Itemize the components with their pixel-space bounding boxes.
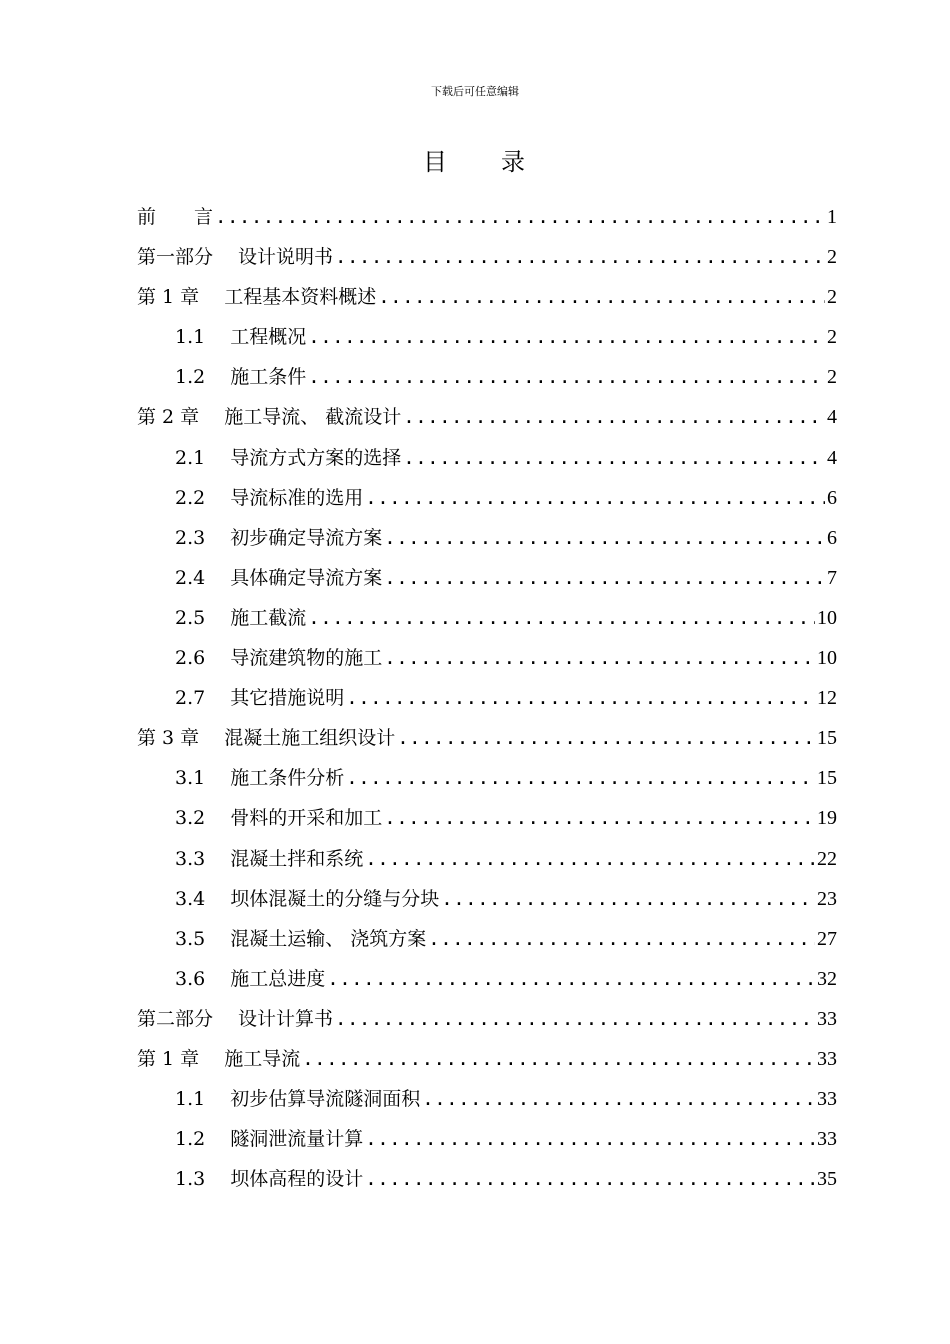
toc-entry-section[interactable] <box>137 798 837 838</box>
toc-entry-label: 第一部分 设计说明书 <box>137 246 334 269</box>
toc-entry-label: 第 1 章 施工导流 <box>137 1047 301 1070</box>
toc-entry-label: 2.5 施工截流 <box>175 606 307 629</box>
toc-entry-section[interactable] <box>137 758 837 798</box>
toc-entry-chapter[interactable] <box>137 197 837 237</box>
toc-entry-section[interactable] <box>137 839 837 879</box>
toc-dot-leader <box>365 478 825 518</box>
toc-entry-label: 第 1 章 工程基本资料概述 <box>137 286 377 309</box>
toc-entry-section[interactable] <box>137 1079 837 1119</box>
toc-entry-label: 3.6 施工总进度 <box>175 967 326 990</box>
toc-entry-label: 第二部分 设计计算书 <box>137 1007 334 1030</box>
toc-entry-section[interactable] <box>137 678 837 718</box>
toc-entry-page-number: 4 <box>827 446 837 469</box>
toc-entry-section[interactable] <box>137 317 837 357</box>
toc-dot-leader <box>384 518 825 558</box>
toc-dot-leader <box>422 1079 815 1119</box>
toc-entry-section[interactable] <box>137 438 837 478</box>
toc-entry-section[interactable] <box>137 598 837 638</box>
toc-entry-page-number: 6 <box>827 486 837 509</box>
toc-entry-label: 第 2 章 施工导流、 截流设计 <box>137 406 402 429</box>
toc-entry-page-number: 2 <box>827 326 837 349</box>
toc-entry-page-number: 12 <box>817 687 837 710</box>
toc-entry-page-number: 33 <box>817 1007 837 1030</box>
toc-dot-leader <box>428 919 815 959</box>
toc-entry-label: 2.4 具体确定导流方案 <box>175 566 383 589</box>
toc-entry-page-number: 32 <box>817 967 837 990</box>
toc-entry-label: 1.1 初步估算导流隧洞面积 <box>175 1088 421 1111</box>
toc-entry-chapter[interactable] <box>137 397 837 437</box>
toc-entry-label: 3.2 骨料的开采和加工 <box>175 807 383 830</box>
toc-entry-page-number: 4 <box>827 406 837 429</box>
toc-entry-page-number: 35 <box>817 1168 837 1191</box>
toc-dot-leader <box>403 397 825 437</box>
toc-dot-leader <box>335 237 825 277</box>
toc-entry-label: 2.1 导流方式方案的选择 <box>175 446 402 469</box>
toc-entry-chapter[interactable] <box>137 1039 837 1079</box>
toc-entry-section[interactable] <box>137 638 837 678</box>
toc-entry-page-number: 10 <box>817 647 837 670</box>
toc-dot-leader <box>308 317 825 357</box>
toc-dot-leader <box>335 999 815 1039</box>
toc-dot-leader <box>215 197 825 237</box>
toc-entry-section[interactable] <box>137 959 837 999</box>
toc-dot-leader <box>308 598 815 638</box>
toc-dot-leader <box>327 959 815 999</box>
table-of-contents <box>137 197 837 1199</box>
toc-entry-label: 3.4 坝体混凝土的分缝与分块 <box>175 887 440 910</box>
toc-entry-chapter[interactable] <box>137 237 837 277</box>
toc-entry-label: 1.2 施工条件 <box>175 366 307 389</box>
toc-entry-page-number: 33 <box>817 1128 837 1151</box>
toc-entry-page-number: 10 <box>817 606 837 629</box>
toc-entry-section[interactable] <box>137 1159 837 1199</box>
toc-entry-page-number: 1 <box>827 206 837 228</box>
toc-entry-page-number: 23 <box>817 887 837 910</box>
toc-entry-page-number: 7 <box>827 566 837 589</box>
toc-entry-label: 第 3 章 混凝土施工组织设计 <box>137 727 396 750</box>
toc-entry-page-number: 19 <box>817 807 837 830</box>
toc-entry-page-number: 6 <box>827 526 837 549</box>
toc-entry-section[interactable] <box>137 478 837 518</box>
toc-entry-page-number: 15 <box>817 727 837 750</box>
toc-dot-leader <box>346 678 815 718</box>
toc-entry-label: 前 言 <box>137 206 214 228</box>
toc-entry-label: 3.3 混凝土拌和系统 <box>175 847 364 870</box>
toc-dot-leader <box>378 277 825 317</box>
toc-dot-leader <box>365 1159 815 1199</box>
toc-entry-label: 2.7 其它措施说明 <box>175 687 345 710</box>
toc-entry-section[interactable] <box>137 919 837 959</box>
toc-entry-page-number: 33 <box>817 1047 837 1070</box>
toc-entry-label: 3.1 施工条件分析 <box>175 767 345 790</box>
toc-entry-section[interactable] <box>137 558 837 598</box>
toc-entry-label: 3.5 混凝土运输、 浇筑方案 <box>175 927 427 950</box>
toc-entry-label: 2.3 初步确定导流方案 <box>175 526 383 549</box>
toc-entry-chapter[interactable] <box>137 718 837 758</box>
toc-dot-leader <box>384 558 825 598</box>
toc-entry-label: 2.2 导流标准的选用 <box>175 486 364 509</box>
toc-entry-section[interactable] <box>137 357 837 397</box>
toc-entry-page-number: 2 <box>827 366 837 389</box>
page-header-note: 下载后可任意编辑 <box>431 85 519 98</box>
toc-entry-section[interactable] <box>137 879 837 919</box>
toc-entry-label: 1.3 坝体高程的设计 <box>175 1168 364 1191</box>
toc-title: 目 录 <box>423 148 527 176</box>
toc-dot-leader <box>441 879 815 919</box>
toc-dot-leader <box>308 357 825 397</box>
toc-entry-label: 1.2 隧洞泄流量计算 <box>175 1128 364 1151</box>
toc-dot-leader <box>346 758 815 798</box>
toc-dot-leader <box>365 839 815 879</box>
toc-entry-section[interactable] <box>137 1119 837 1159</box>
toc-entry-page-number: 33 <box>817 1088 837 1111</box>
toc-entry-label: 2.6 导流建筑物的施工 <box>175 647 383 670</box>
toc-entry-chapter[interactable] <box>137 277 837 317</box>
toc-entry-page-number: 27 <box>817 927 837 950</box>
toc-entry-page-number: 15 <box>817 767 837 790</box>
toc-entry-section[interactable] <box>137 518 837 558</box>
toc-dot-leader <box>397 718 815 758</box>
toc-dot-leader <box>384 638 815 678</box>
toc-entry-chapter[interactable] <box>137 999 837 1039</box>
toc-dot-leader <box>365 1119 815 1159</box>
toc-dot-leader <box>302 1039 815 1079</box>
toc-dot-leader <box>403 438 825 478</box>
toc-entry-page-number: 2 <box>827 246 837 269</box>
toc-entry-label: 1.1 工程概况 <box>175 326 307 349</box>
toc-entry-page-number: 22 <box>817 847 837 870</box>
toc-entry-page-number: 2 <box>827 286 837 309</box>
toc-dot-leader <box>384 798 815 838</box>
